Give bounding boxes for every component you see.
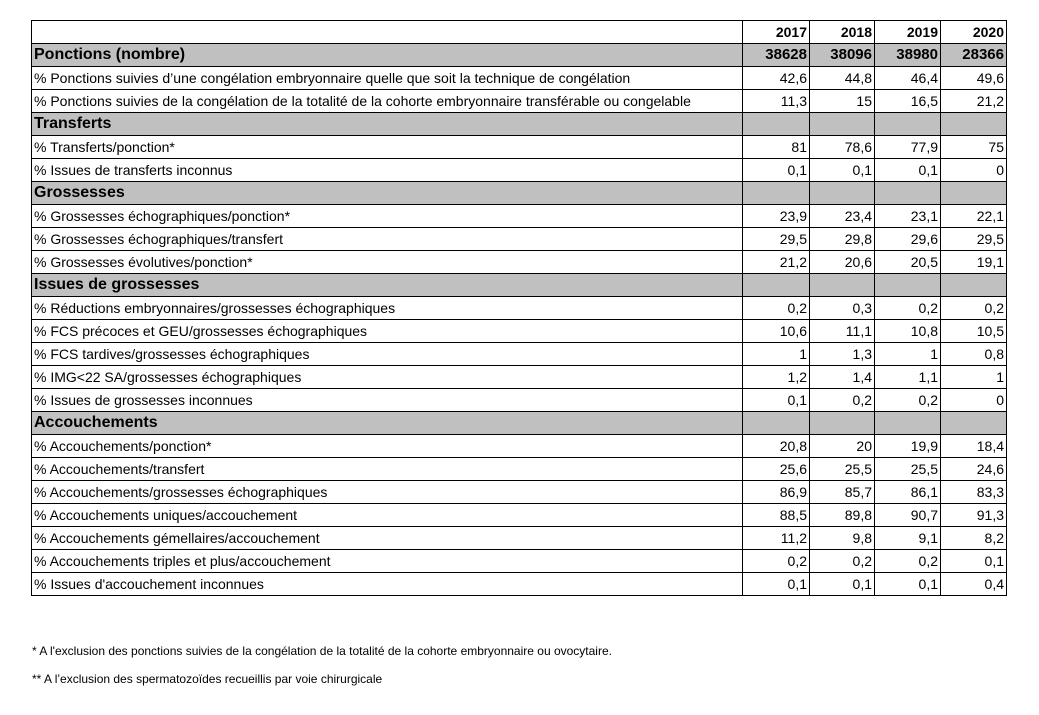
row-label: % Issues d'accouchement inconnues bbox=[32, 573, 743, 596]
value-cell-2018: 38096 bbox=[810, 44, 875, 67]
value-cell-2019 bbox=[875, 412, 941, 435]
value-cell-2020: 21,2 bbox=[941, 90, 1007, 113]
value-cell-2019: 20,5 bbox=[875, 251, 941, 274]
value-cell-2020 bbox=[941, 412, 1007, 435]
value-cell-2020: 0,8 bbox=[941, 343, 1007, 366]
value-cell-2019: 38980 bbox=[875, 44, 941, 67]
value-cell-2020: 49,6 bbox=[941, 67, 1007, 90]
row-label: % IMG<22 SA/grossesses échographiques bbox=[32, 366, 743, 389]
value-cell-2017 bbox=[743, 113, 810, 136]
value-cell-2017: 10,6 bbox=[743, 320, 810, 343]
value-cell-2017: 0,1 bbox=[743, 389, 810, 412]
section-label: Grossesses bbox=[32, 182, 743, 205]
section-header-row bbox=[32, 44, 1007, 67]
value-cell-2020: 0,1 bbox=[941, 550, 1007, 573]
value-cell-2019: 16,5 bbox=[875, 90, 941, 113]
row-label: % Issues de transferts inconnus bbox=[32, 159, 743, 182]
value-cell-2017: 81 bbox=[743, 136, 810, 159]
table-row bbox=[32, 67, 1007, 90]
row-label: % Accouchements gémellaires/accouchement bbox=[32, 527, 743, 550]
value-cell-2019: 46,4 bbox=[875, 67, 941, 90]
value-cell-2019 bbox=[875, 182, 941, 205]
value-cell-2017: 0,1 bbox=[743, 159, 810, 182]
value-cell-2020: 19,1 bbox=[941, 251, 1007, 274]
table-row bbox=[32, 343, 1007, 366]
value-cell-2017: 29,5 bbox=[743, 228, 810, 251]
value-cell-2020: 91,3 bbox=[941, 504, 1007, 527]
value-cell-2018: 25,5 bbox=[810, 458, 875, 481]
table-row bbox=[32, 527, 1007, 550]
value-cell-2019: 0,1 bbox=[875, 159, 941, 182]
value-cell-2019: 0,2 bbox=[875, 297, 941, 320]
row-label: % Grossesses évolutives/ponction* bbox=[32, 251, 743, 274]
row-label: % Accouchements/transfert bbox=[32, 458, 743, 481]
section-label: Accouchements bbox=[32, 412, 743, 435]
value-cell-2019: 29,6 bbox=[875, 228, 941, 251]
value-cell-2019: 25,5 bbox=[875, 458, 941, 481]
value-cell-2017: 88,5 bbox=[743, 504, 810, 527]
value-cell-2019: 19,9 bbox=[875, 435, 941, 458]
value-cell-2018: 20 bbox=[810, 435, 875, 458]
footnote-asterisk: * A l'exclusion des ponctions suivies de la congélation de la totalité de la cohorte embryonnaire ou ovocytaire. bbox=[32, 644, 612, 658]
row-label: % Ponctions suivies de la congélation de la totalité de la cohorte embryonnaire transférable ou congelable bbox=[32, 90, 743, 113]
row-label: % Réductions embryonnaires/grossesses échographiques bbox=[32, 297, 743, 320]
value-cell-2018: 1,3 bbox=[810, 343, 875, 366]
section-label: Ponctions (nombre) bbox=[32, 44, 743, 67]
row-label: % FCS précoces et GEU/grossesses échographiques bbox=[32, 320, 743, 343]
value-cell-2017: 20,8 bbox=[743, 435, 810, 458]
section-header-row bbox=[32, 182, 1007, 205]
row-label: % Transferts/ponction* bbox=[32, 136, 743, 159]
row-label: % Issues de grossesses inconnues bbox=[32, 389, 743, 412]
value-cell-2020: 29,5 bbox=[941, 228, 1007, 251]
row-label: % Ponctions suivies d’une congélation embryonnaire quelle que soit la technique de congélation bbox=[32, 67, 743, 90]
value-cell-2018: 1,4 bbox=[810, 366, 875, 389]
value-cell-2018: 0,3 bbox=[810, 297, 875, 320]
row-label: % FCS tardives/grossesses échographiques bbox=[32, 343, 743, 366]
row-label: % Accouchements/grossesses échographiques bbox=[32, 481, 743, 504]
year-header-row bbox=[32, 21, 1007, 44]
value-cell-2017: 0,1 bbox=[743, 573, 810, 596]
table-row bbox=[32, 297, 1007, 320]
year-header-2017: 2017 bbox=[743, 21, 810, 44]
value-cell-2020: 24,6 bbox=[941, 458, 1007, 481]
value-cell-2017: 23,9 bbox=[743, 205, 810, 228]
value-cell-2019: 0,2 bbox=[875, 389, 941, 412]
value-cell-2019: 10,8 bbox=[875, 320, 941, 343]
value-cell-2020 bbox=[941, 274, 1007, 297]
value-cell-2020: 75 bbox=[941, 136, 1007, 159]
year-header-2018: 2018 bbox=[810, 21, 875, 44]
table-row bbox=[32, 320, 1007, 343]
table-row bbox=[32, 389, 1007, 412]
section-label: Issues de grossesses bbox=[32, 274, 743, 297]
value-cell-2019: 0,1 bbox=[875, 573, 941, 596]
section-label: Transferts bbox=[32, 113, 743, 136]
value-cell-2019: 90,7 bbox=[875, 504, 941, 527]
value-cell-2019: 0,2 bbox=[875, 550, 941, 573]
value-cell-2020: 10,5 bbox=[941, 320, 1007, 343]
table-row bbox=[32, 366, 1007, 389]
value-cell-2018 bbox=[810, 113, 875, 136]
value-cell-2017: 0,2 bbox=[743, 550, 810, 573]
value-cell-2017: 11,3 bbox=[743, 90, 810, 113]
row-label: % Accouchements/ponction* bbox=[32, 435, 743, 458]
value-cell-2017: 38628 bbox=[743, 44, 810, 67]
value-cell-2019: 77,9 bbox=[875, 136, 941, 159]
value-cell-2020: 1 bbox=[941, 366, 1007, 389]
value-cell-2017: 42,6 bbox=[743, 67, 810, 90]
value-cell-2017 bbox=[743, 182, 810, 205]
value-cell-2018: 15 bbox=[810, 90, 875, 113]
value-cell-2018: 85,7 bbox=[810, 481, 875, 504]
value-cell-2018: 29,8 bbox=[810, 228, 875, 251]
value-cell-2020: 28366 bbox=[941, 44, 1007, 67]
value-cell-2019: 9,1 bbox=[875, 527, 941, 550]
statistics-table bbox=[31, 20, 1007, 596]
value-cell-2020 bbox=[941, 113, 1007, 136]
value-cell-2019 bbox=[875, 113, 941, 136]
table-row bbox=[32, 90, 1007, 113]
value-cell-2017: 1,2 bbox=[743, 366, 810, 389]
row-label: % Accouchements uniques/accouchement bbox=[32, 504, 743, 527]
value-cell-2017: 25,6 bbox=[743, 458, 810, 481]
table-row bbox=[32, 251, 1007, 274]
value-cell-2020: 83,3 bbox=[941, 481, 1007, 504]
year-header-2019: 2019 bbox=[875, 21, 941, 44]
value-cell-2018: 0,1 bbox=[810, 573, 875, 596]
value-cell-2018: 9,8 bbox=[810, 527, 875, 550]
value-cell-2018: 0,1 bbox=[810, 159, 875, 182]
header-blank-cell bbox=[32, 21, 743, 44]
year-header-2020: 2020 bbox=[941, 21, 1007, 44]
value-cell-2020: 0 bbox=[941, 389, 1007, 412]
value-cell-2019: 1 bbox=[875, 343, 941, 366]
value-cell-2017: 11,2 bbox=[743, 527, 810, 550]
value-cell-2018: 89,8 bbox=[810, 504, 875, 527]
table-row bbox=[32, 481, 1007, 504]
value-cell-2019: 86,1 bbox=[875, 481, 941, 504]
section-header-row bbox=[32, 113, 1007, 136]
table-row bbox=[32, 159, 1007, 182]
footnote-double-asterisk: ** A l’exclusion des spermatozoïdes recueillis par voie chirurgicale bbox=[32, 672, 383, 686]
value-cell-2018: 44,8 bbox=[810, 67, 875, 90]
table-row bbox=[32, 504, 1007, 527]
value-cell-2017: 86,9 bbox=[743, 481, 810, 504]
value-cell-2018: 20,6 bbox=[810, 251, 875, 274]
value-cell-2020: 22,1 bbox=[941, 205, 1007, 228]
value-cell-2020: 0,2 bbox=[941, 297, 1007, 320]
value-cell-2020: 18,4 bbox=[941, 435, 1007, 458]
value-cell-2020: 0,4 bbox=[941, 573, 1007, 596]
value-cell-2020 bbox=[941, 182, 1007, 205]
table-row bbox=[32, 136, 1007, 159]
section-header-row bbox=[32, 412, 1007, 435]
value-cell-2017 bbox=[743, 274, 810, 297]
value-cell-2020: 0 bbox=[941, 159, 1007, 182]
value-cell-2017: 21,2 bbox=[743, 251, 810, 274]
value-cell-2020: 8,2 bbox=[941, 527, 1007, 550]
value-cell-2018: 11,1 bbox=[810, 320, 875, 343]
row-label: % Accouchements triples et plus/accouchement bbox=[32, 550, 743, 573]
table-row bbox=[32, 228, 1007, 251]
value-cell-2018: 78,6 bbox=[810, 136, 875, 159]
value-cell-2017 bbox=[743, 412, 810, 435]
value-cell-2017: 1 bbox=[743, 343, 810, 366]
value-cell-2019: 23,1 bbox=[875, 205, 941, 228]
value-cell-2018: 0,2 bbox=[810, 389, 875, 412]
table-row bbox=[32, 435, 1007, 458]
table-row bbox=[32, 205, 1007, 228]
value-cell-2018: 23,4 bbox=[810, 205, 875, 228]
value-cell-2018: 0,2 bbox=[810, 550, 875, 573]
value-cell-2018 bbox=[810, 182, 875, 205]
row-label: % Grossesses échographiques/transfert bbox=[32, 228, 743, 251]
table-body bbox=[32, 21, 1007, 596]
row-label: % Grossesses échographiques/ponction* bbox=[32, 205, 743, 228]
value-cell-2019 bbox=[875, 274, 941, 297]
value-cell-2018 bbox=[810, 274, 875, 297]
value-cell-2019: 1,1 bbox=[875, 366, 941, 389]
table-row bbox=[32, 550, 1007, 573]
table-row bbox=[32, 458, 1007, 481]
value-cell-2017: 0,2 bbox=[743, 297, 810, 320]
table-row bbox=[32, 573, 1007, 596]
value-cell-2018 bbox=[810, 412, 875, 435]
section-header-row bbox=[32, 274, 1007, 297]
